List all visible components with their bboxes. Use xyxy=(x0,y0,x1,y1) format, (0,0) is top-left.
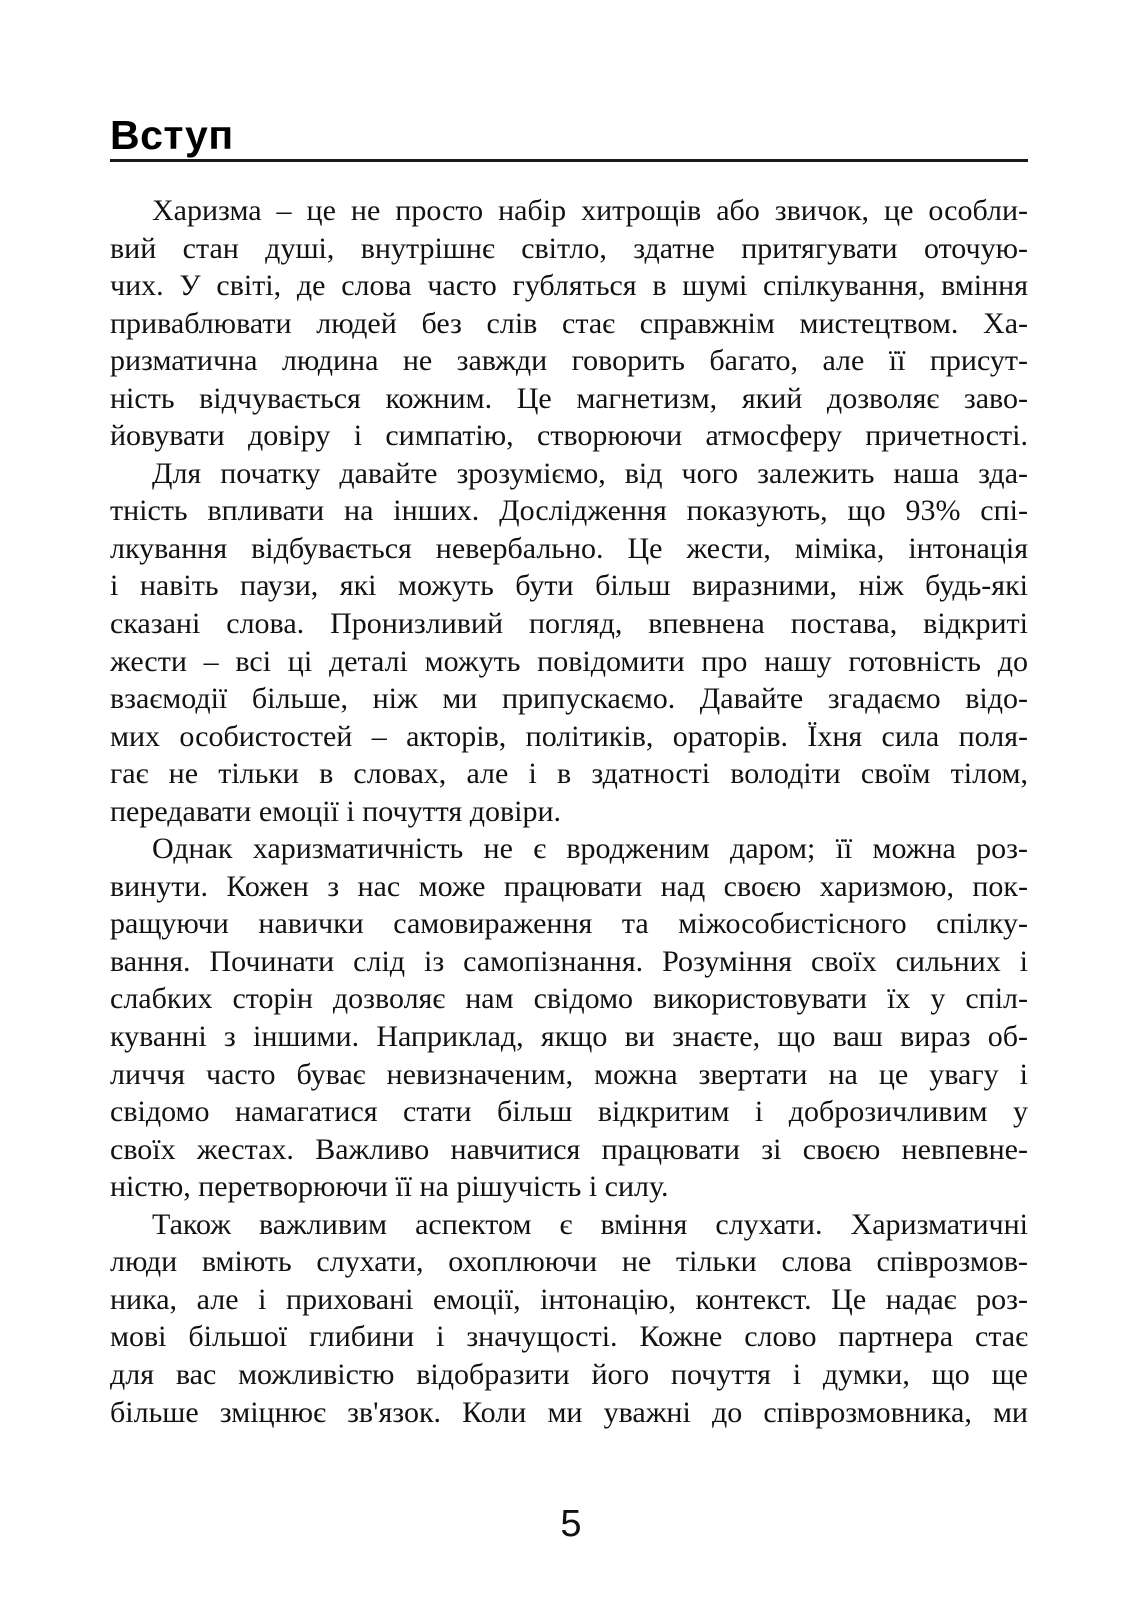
text-line: чих. У світі, де слова часто губляться в шумі спілкування, вміння xyxy=(110,269,1028,303)
text-line: мові більшої глибини і значущості. Кожне слово партнера стає xyxy=(110,1320,1028,1354)
text-line: тність впливати на інших. Дослідження показують, що 93% спі- xyxy=(110,494,1028,528)
text-line: ризматична людина не завжди говорить багато, але її присут- xyxy=(110,344,1028,378)
text-line: Для початку давайте зрозуміємо, від чого залежить наша зда- xyxy=(152,456,1028,490)
text-line: вий стан душі, внутрішнє світло, здатне притягувати оточую- xyxy=(110,231,1028,265)
text-line: взаємодії більше, ніж ми припускаємо. Давайте згадаємо відо- xyxy=(110,682,1028,716)
text-line: сказані слова. Пронизливий погляд, впевнена постава, відкриті xyxy=(110,607,1028,641)
text-line: лкування відбувається невербально. Це жести, міміка, інтонація xyxy=(110,531,1028,565)
text-line: вання. Починати слід із самопізнання. Розуміння своїх сильних і xyxy=(110,944,1028,978)
text-line: і навіть паузи, які можуть бути більш виразними, ніж будь-які xyxy=(110,569,1028,603)
text-line: для вас можливістю відобразити його почуття і думки, що ще xyxy=(110,1357,1028,1391)
text-line: гає не тільки в словах, але і в здатності володіти своїм тілом, xyxy=(110,757,1028,791)
text-line: винути. Кожен з нас може працювати над своєю харизмою, пок- xyxy=(110,869,1028,903)
text-line: куванні з іншими. Наприклад, якщо ви знаєте, що ваш вираз об- xyxy=(110,1020,1028,1054)
text-line: більше зміцнює зв'язок. Коли ми уважні до співрозмовника, ми xyxy=(110,1395,1028,1429)
text-line: ність відчувається кожним. Це магнетизм, який дозволяє заво- xyxy=(110,381,1028,415)
text-line: ращуючи навички самовираження та міжособистісного спілку- xyxy=(110,907,1028,941)
heading-rule-divider xyxy=(110,159,1028,162)
chapter-heading: Вступ xyxy=(110,112,234,158)
text-line: ністю, перетворюючи її на рішучість і силу. xyxy=(110,1170,669,1204)
page-number: 5 xyxy=(560,1503,582,1545)
text-line: передавати емоції і почуття довіри. xyxy=(110,794,562,828)
text-line: своїх жестах. Важливо навчитися працювати зі своєю невпевне- xyxy=(110,1132,1028,1166)
text-line: Харизма – це не просто набір хитрощів або звичок, це особли- xyxy=(152,194,1028,227)
text-line: приваблювати людей без слів стає справжнім мистецтвом. Ха- xyxy=(110,306,1028,340)
text-line: ника, але і приховані емоції, інтонацію, контекст. Це надає роз- xyxy=(110,1282,1028,1316)
text-line: личчя часто буває невизначеним, можна звертати на це увагу і xyxy=(110,1057,1028,1091)
text-line: жести – всі ці деталі можуть повідомити про нашу готовність до xyxy=(110,644,1028,678)
text-line: Також важливим аспектом є вміння слухати. Харизматичні xyxy=(152,1207,1028,1241)
body-text-block xyxy=(110,192,1028,1431)
text-line: люди вміють слухати, охоплюючи не тільки слова співрозмов- xyxy=(110,1245,1028,1279)
text-line: мих особистостей – акторів, політиків, ораторів. Їхня сила поля- xyxy=(110,719,1028,753)
text-line: Однак харизматичність не є вродженим даром; її можна роз- xyxy=(152,832,1028,866)
text-line: слабких сторін дозволяє нам свідомо використовувати їх у спіл- xyxy=(110,982,1028,1016)
text-line: йовувати довіру і симпатію, створюючи атмосферу причетності. xyxy=(110,419,1028,453)
text-line: свідомо намагатися стати більш відкритим і доброзичливим у xyxy=(110,1095,1028,1129)
